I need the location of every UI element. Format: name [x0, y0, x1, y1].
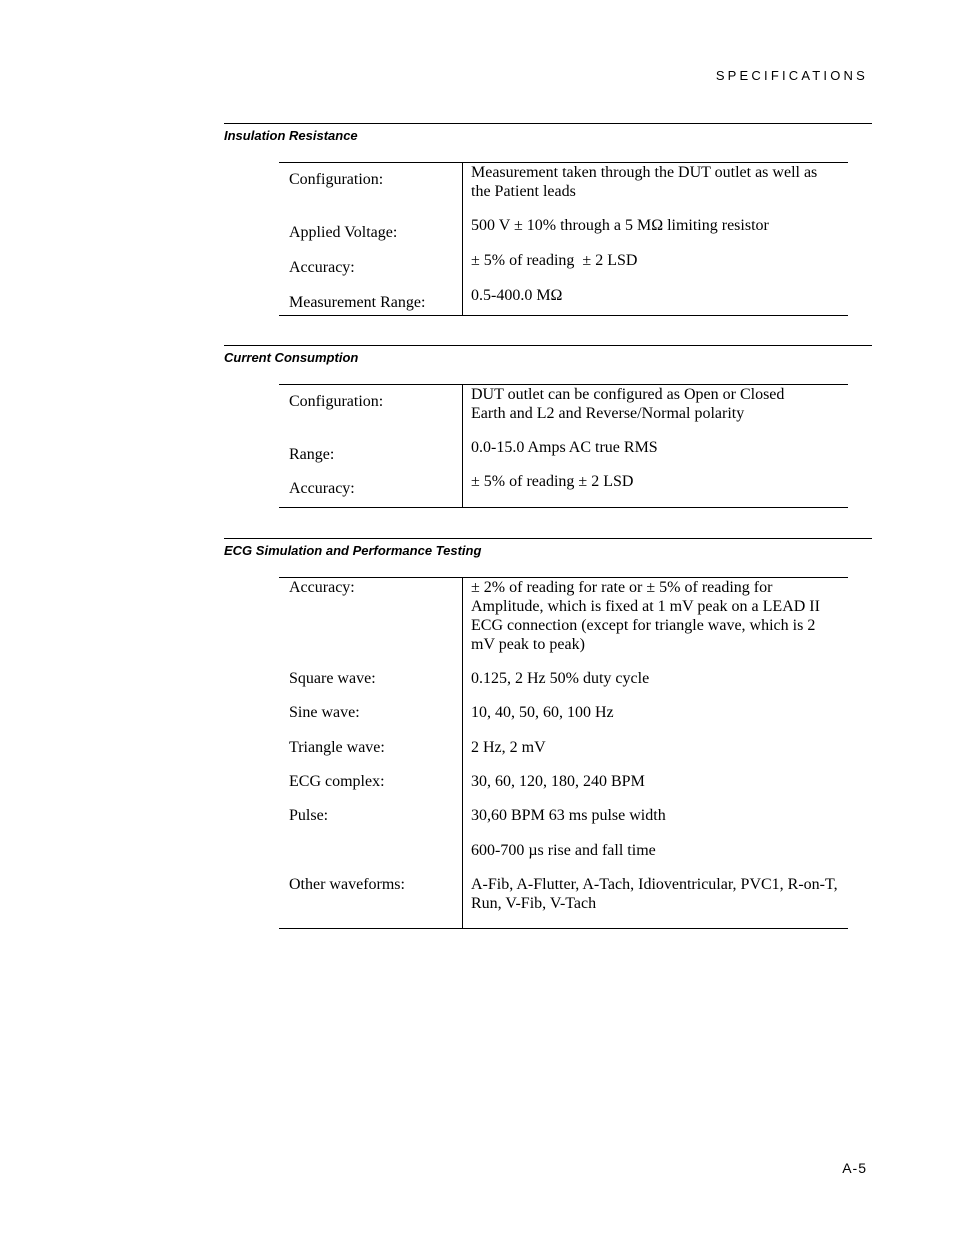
spec-label: Sine wave:: [289, 704, 360, 721]
running-header: SPECIFICATIONS: [715, 68, 868, 83]
spec-row: [279, 875, 848, 913]
section-ecg-simulation: [224, 538, 872, 929]
spec-row: [279, 216, 848, 242]
spec-label: Accuracy:: [289, 579, 355, 596]
spec-value: 600-700 µs rise and fall time: [471, 842, 656, 859]
section-title: Insulation Resistance: [224, 128, 358, 143]
section-rule: [224, 538, 872, 539]
section-insulation-resistance: [224, 123, 872, 316]
spec-value: ± 5% of reading ± 2 LSD: [471, 473, 634, 490]
spec-row: [279, 251, 848, 277]
spec-row: [279, 806, 848, 825]
spec-label: Accuracy:: [289, 480, 355, 497]
spec-label: Square wave:: [289, 670, 376, 687]
spec-row: [279, 438, 848, 464]
spec-label: Triangle wave:: [289, 739, 385, 756]
spec-value: 30,60 BPM 63 ms pulse width: [471, 807, 666, 824]
spec-value: A-Fib, A-Flutter, A-Tach, Idioventricular, PVC1, R-on-T, Run, V-Fib, V-Tach: [471, 876, 838, 912]
section-title: ECG Simulation and Performance Testing: [224, 543, 482, 558]
spec-row: [279, 385, 848, 423]
section-rule: [224, 123, 872, 124]
spec-value: 10, 40, 50, 60, 100 Hz: [471, 704, 614, 721]
spec-table: [279, 384, 848, 508]
spec-row: [279, 163, 848, 201]
spec-table: [279, 577, 848, 929]
spec-value: 30, 60, 120, 180, 240 BPM: [471, 773, 645, 790]
spec-label: Other waveforms:: [289, 876, 405, 893]
spec-row: [279, 669, 848, 688]
spec-label: Pulse:: [289, 807, 329, 824]
spec-label: ECG complex:: [289, 773, 385, 790]
page-number: A-5: [842, 1160, 867, 1176]
spec-row: [279, 772, 848, 791]
spec-value: ± 5% of reading ± 2 LSD: [471, 252, 638, 269]
spec-value: 0.0-15.0 Amps AC true RMS: [471, 439, 658, 456]
section-current-consumption: [224, 345, 872, 508]
spec-value: Measurement taken through the DUT outlet as well as the Patient leads: [471, 164, 818, 200]
section-rule: [224, 345, 872, 346]
spec-value: 500 V ± 10% through a 5 MΩ limiting resistor: [471, 217, 769, 234]
spec-value: 0.125, 2 Hz 50% duty cycle: [471, 670, 650, 687]
spec-row: [279, 703, 848, 722]
spec-row: [279, 286, 848, 312]
spec-value: ± 2% of reading for rate or ± 5% of reading for Amplitude, which is fixed at 1 mV peak on a LEAD II ECG connection (except for triangle wave, which is 2 mV peak to peak): [471, 579, 820, 653]
spec-row: [279, 738, 848, 757]
spec-label: Accuracy:: [289, 259, 355, 276]
spec-row: [279, 578, 848, 654]
section-title: Current Consumption: [224, 350, 359, 365]
spec-value: 2 Hz, 2 mV: [471, 739, 546, 756]
spec-value: DUT outlet can be configured as Open or Closed Earth and L2 and Reverse/Normal polarity: [471, 386, 785, 422]
spec-row: [279, 472, 848, 498]
spec-label: Measurement Range:: [289, 294, 426, 311]
spec-label: Configuration:: [289, 171, 384, 188]
spec-label: Configuration:: [289, 393, 384, 410]
spec-label: Range:: [289, 446, 335, 463]
spec-label: Applied Voltage:: [289, 224, 398, 241]
spec-label: [279, 841, 462, 860]
spec-table: [279, 162, 848, 316]
spec-value: 0.5-400.0 MΩ: [471, 287, 563, 304]
spec-row: [279, 841, 848, 860]
